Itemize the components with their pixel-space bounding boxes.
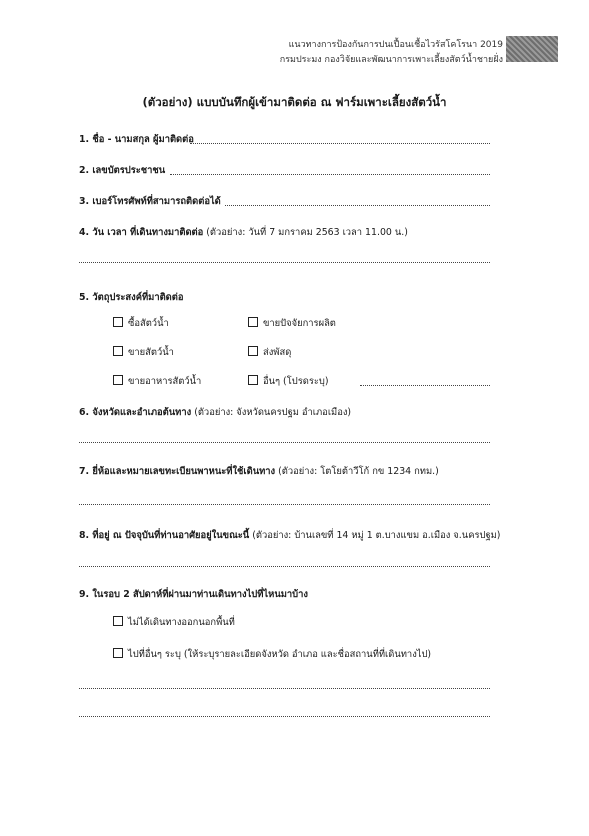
- q7-answer-line[interactable]: [79, 504, 490, 505]
- q4-answer-line[interactable]: [79, 262, 490, 263]
- option-no-travel[interactable]: ไม่ได้เดินทางออกนอกพื้นที่: [113, 615, 235, 630]
- question-6: 6. จังหวัดและอำเภอต้นทาง (ตัวอย่าง: จังหวัดนครปฐม อำเภอเมือง): [79, 407, 352, 418]
- form-title: (ตัวอย่าง) แบบบันทึกผู้เข้ามาติดต่อ ณ ฟาร์มเพาะเลี้ยงสัตว์น้ำ: [142, 95, 447, 109]
- q8-answer-line[interactable]: [79, 566, 490, 567]
- q3-answer-line[interactable]: [225, 205, 490, 206]
- header-line-1: แนวทางการป้องกันการปนเปื้อนเชื้อไวรัสโคโรนา 2019: [288, 40, 503, 50]
- checkbox-icon[interactable]: [113, 648, 123, 658]
- checkbox-icon[interactable]: [113, 346, 123, 356]
- q6-answer-line[interactable]: [79, 442, 490, 443]
- question-1: 1. ชื่อ - นามสกุล ผู้มาติดต่อ: [79, 134, 194, 145]
- q1-answer-line[interactable]: [190, 143, 490, 144]
- q7-example: (ตัวอย่าง: โตโยต้าวีโก้ กข 1234 กทม.): [278, 466, 439, 477]
- question-3: 3. เบอร์โทรศัพท์ที่สามารถติดต่อได้: [79, 196, 221, 207]
- option-sell-fish[interactable]: ขายสัตว์น้ำ: [113, 345, 174, 360]
- checkbox-icon[interactable]: [248, 346, 258, 356]
- option-sell-inputs[interactable]: ขายปัจจัยการผลิต: [248, 316, 336, 331]
- question-7: 7. ยี่ห้อและหมายเลขทะเบียนพาหนะที่ใช้เดินทาง (ตัวอย่าง: โตโยต้าวีโก้ กข 1234 กทม.): [79, 466, 439, 477]
- option-buy-fish[interactable]: ซื้อสัตว์น้ำ: [113, 316, 169, 331]
- q2-answer-line[interactable]: [170, 174, 490, 175]
- q6-example: (ตัวอย่าง: จังหวัดนครปฐม อำเภอเมือง): [194, 407, 352, 418]
- option-travel-other[interactable]: ไปที่อื่นๆ ระบุ (ให้ระบุรายละเอียดจังหวัด อำเภอ และชื่อสถานที่ที่เดินทางไป): [113, 647, 431, 662]
- question-2: 2. เลขบัตรประชาชน: [79, 165, 166, 176]
- department-logo: [506, 36, 558, 62]
- option-deliver[interactable]: ส่งพัสดุ: [248, 345, 291, 360]
- question-8: 8. ที่อยู่ ณ ปัจจุบันที่ท่านอาศัยอยู่ในขณะนี้ (ตัวอย่าง: บ้านเลขที่ 14 หมู่ 1 ต.บางแขม อ.เมือง จ.นครปฐม): [79, 530, 501, 541]
- header-line-2: กรมประมง กองวิจัยและพัฒนาการเพาะเลี้ยงสัตว์น้ำชายฝั่ง: [279, 55, 503, 65]
- checkbox-icon[interactable]: [248, 375, 258, 385]
- q9-answer-line-1[interactable]: [79, 688, 490, 689]
- option-other-line[interactable]: [360, 385, 490, 386]
- q8-example: (ตัวอย่าง: บ้านเลขที่ 14 หมู่ 1 ต.บางแขม อ.เมือง จ.นครปฐม): [252, 530, 501, 541]
- checkbox-icon[interactable]: [248, 317, 258, 327]
- option-sell-feed[interactable]: ขายอาหารสัตว์น้ำ: [113, 374, 201, 389]
- q4-example: (ตัวอย่าง: วันที่ 7 มกราคม 2563 เวลา 11.00 น.): [206, 227, 408, 238]
- question-9: 9. ในรอบ 2 สัปดาห์ที่ผ่านมาท่านเดินทางไปที่ไหนมาบ้าง: [79, 589, 308, 600]
- checkbox-icon[interactable]: [113, 616, 123, 626]
- option-other[interactable]: อื่นๆ (โปรดระบุ): [248, 374, 329, 389]
- question-4: 4. วัน เวลา ที่เดินทางมาติดต่อ (ตัวอย่าง: วันที่ 7 มกราคม 2563 เวลา 11.00 น.): [79, 227, 408, 238]
- checkbox-icon[interactable]: [113, 317, 123, 327]
- question-5: 5. วัตถุประสงค์ที่มาติดต่อ: [79, 292, 184, 303]
- checkbox-icon[interactable]: [113, 375, 123, 385]
- q9-answer-line-2[interactable]: [79, 716, 490, 717]
